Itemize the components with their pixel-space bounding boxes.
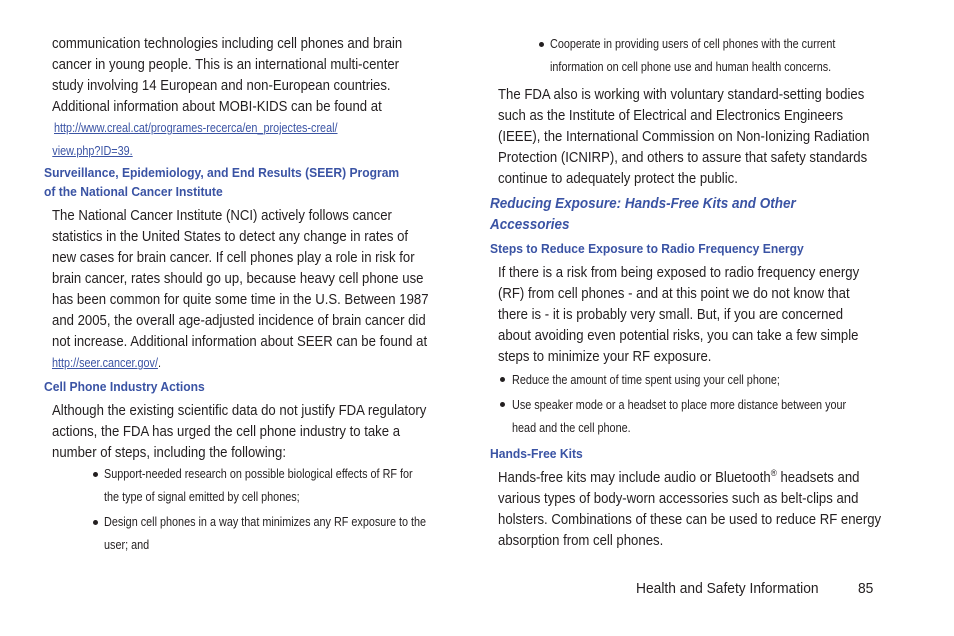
text-line: actions, the FDA has urged the cell phone industry to take a: [52, 424, 401, 440]
text-line: number of steps, including the following:: [52, 445, 286, 461]
bullet-text: [104, 511, 426, 557]
bullet-text: [512, 369, 780, 392]
steps-paragraph: [498, 263, 859, 368]
bullet-dot: [500, 377, 505, 382]
text-fragment: headsets and: [776, 470, 860, 486]
mobikids-intro-paragraph: [52, 34, 402, 118]
text-line: about avoiding even potential risks, you can take a few simple: [498, 328, 859, 344]
text-line: continue to adequately protect the public.: [498, 171, 738, 187]
mobikids-link-line-1[interactable]: http://www.creal.cat/programes-recerca/en_projectes-creal/: [54, 121, 338, 135]
text-line: user; and: [104, 538, 150, 552]
text-line: (IEEE), the International Commission on Non-Ionizing Radiation: [498, 129, 870, 145]
text-line: Additional information about MOBI-KIDS can be found at: [52, 99, 382, 115]
text-line: The FDA also is working with voluntary standard-setting bodies: [498, 87, 865, 103]
bullet-text: [550, 33, 835, 79]
text-line: cancer in young people. This is an international multi-center: [52, 57, 400, 73]
bullet-dot: [500, 402, 505, 407]
text-line: head and the cell phone.: [512, 421, 631, 435]
text-line: there is - it is probably very small. But, if you are concerned: [498, 307, 844, 323]
text-line: has been common for quite some time in the U.S. Between 1987: [52, 292, 429, 308]
text-line: steps to minimize your RF exposure.: [498, 349, 712, 365]
bullet-dot: [93, 520, 98, 525]
text-line: brain cancer, rates should go up, because heavy cell phone use: [52, 271, 424, 287]
page-number: 85: [858, 580, 874, 597]
text-line: Although the existing scientific data do not justify FDA regulatory: [52, 403, 427, 419]
handsfree-paragraph: [498, 468, 881, 552]
text-line: statistics in the United States to detect any change in rates of: [52, 229, 409, 245]
text-line: Cooperate in providing users of cell phones with the current: [550, 37, 836, 51]
text-line: Reduce the amount of time spent using your cell phone;: [512, 373, 780, 387]
text-line: study involving 14 European and non-European countries.: [52, 78, 391, 94]
heading-line: Surveillance, Epidemiology, and End Results (SEER) Program: [44, 165, 400, 180]
text-line: Protection (ICNIRP), and others to assure that safety standards: [498, 150, 868, 166]
mobikids-link-line-2[interactable]: view.php?ID=39.: [52, 144, 133, 158]
text-line: The National Cancer Institute (NCI) actively follows cancer: [52, 208, 392, 224]
text-line: absorption from cell phones.: [498, 533, 664, 549]
text-line: holsters. Combinations of these can be used to reduce RF energy: [498, 512, 882, 528]
text-line: [498, 468, 881, 489]
steps-heading: Steps to Reduce Exposure to Radio Frequency Energy: [490, 241, 804, 256]
footer-section-title: Health and Safety Information: [636, 580, 819, 597]
industry-heading: Cell Phone Industry Actions: [44, 379, 205, 394]
fda-paragraph: [498, 85, 869, 190]
bullet-text: [512, 394, 846, 440]
text-line: communication technologies including cell phones and brain: [52, 36, 403, 52]
heading-line: of the National Cancer Institute: [44, 184, 223, 199]
text-fragment: Hands-free kits may include audio or Bluetooth: [498, 470, 771, 486]
seer-paragraph: [52, 206, 429, 353]
mobikids-link[interactable]: [54, 117, 338, 163]
bullet-text: [104, 463, 413, 509]
text-line: and 2005, the overall age-adjusted incidence of brain cancer did: [52, 313, 426, 329]
text-line: Design cell phones in a way that minimizes any RF exposure to the: [104, 515, 427, 529]
text-line: information on cell phone use and human health concerns.: [550, 60, 832, 74]
text-line: If there is a risk from being exposed to radio frequency energy: [498, 265, 860, 281]
text-line: Use speaker mode or a headset to place more distance between your: [512, 398, 847, 412]
text-line: the type of signal emitted by cell phones;: [104, 490, 300, 504]
seer-link[interactable]: http://seer.cancer.gov/: [52, 356, 158, 370]
industry-paragraph: [52, 401, 426, 464]
seer-link-suffix: .: [157, 356, 161, 370]
heading-line: Accessories: [490, 217, 570, 233]
text-line: new cases for brain cancer. If cell phones play a role in risk for: [52, 250, 415, 266]
reducing-exposure-heading: [490, 194, 796, 236]
seer-link-line: [52, 352, 161, 375]
text-line: (RF) from cell phones - and at this point we do not know that: [498, 286, 850, 302]
bullet-dot: [539, 42, 544, 47]
text-line: Support-needed research on possible biological effects of RF for: [104, 467, 413, 481]
registered-mark: ®: [770, 468, 777, 478]
seer-heading: [44, 163, 399, 201]
bullet-dot: [93, 472, 98, 477]
text-line: various types of body-worn accessories such as belt-clips and: [498, 491, 859, 507]
handsfree-heading: Hands-Free Kits: [490, 446, 583, 461]
heading-line: Reducing Exposure: Hands-Free Kits and Other: [490, 196, 796, 212]
text-line: not increase. Additional information about SEER can be found at: [52, 334, 428, 350]
text-line: such as the Institute of Electrical and Electronics Engineers: [498, 108, 844, 124]
